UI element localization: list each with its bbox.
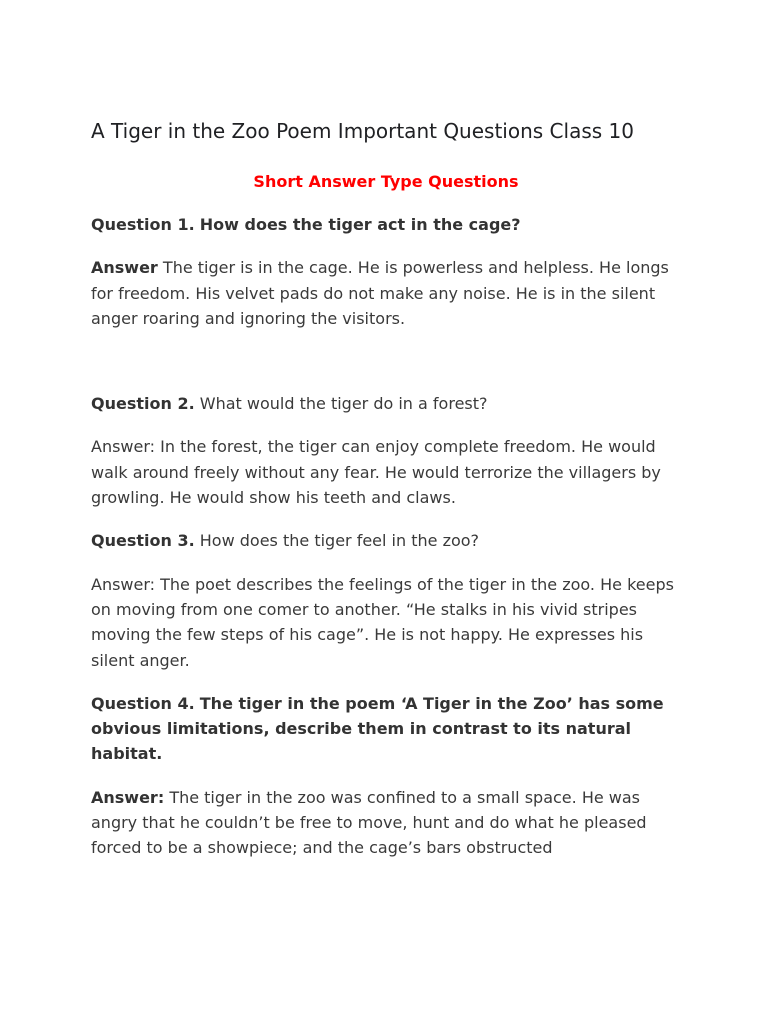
section-heading: Short Answer Type Questions: [253, 172, 519, 191]
answer-2-label: Answer:: [91, 437, 156, 457]
answer-4-label: Answer:: [91, 787, 165, 807]
answer-4: [91, 785, 681, 861]
question-2: [91, 391, 681, 416]
answer-3: [91, 572, 681, 673]
question-1-text: How does the tiger act in the cage?: [199, 215, 521, 234]
answer-1-label: Answer: [91, 258, 158, 278]
question-3-label: Question 3.: [91, 531, 195, 551]
answer-3-text: The poet describes the feelings of the tiger in the zoo. He keeps on moving from one comer to another. “He stalks in his vivid stripes moving the few steps of his cage”. He is not happy. He expresses his silent anger.: [91, 574, 674, 670]
question-1: [91, 212, 681, 237]
question-2-text: What would the tiger do in a forest?: [199, 394, 488, 414]
document-page: [91, 118, 681, 879]
question-3: [91, 528, 681, 553]
question-1-label: Question 1.: [91, 215, 195, 234]
answer-1-text: The tiger is in the cage. He is powerless and helpless. He longs for freedom. His velvet pads do not make any noise. He is in the silent anger roaring and ignoring the visitors.: [91, 258, 669, 328]
question-4-text: The tiger in the poem ‘A Tiger in the Zoo’ has some obvious limitations, describe them in contrast to its natural habitat.: [91, 693, 664, 764]
answer-1: [91, 255, 681, 331]
question-4-label: Question 4.: [91, 693, 195, 713]
spacer: [91, 349, 681, 391]
answer-2: [91, 434, 681, 510]
document-title: A Tiger in the Zoo Poem Important Questions Class 10: [91, 119, 634, 143]
answer-3-label: Answer:: [91, 574, 156, 594]
answer-2-text: In the forest, the tiger can enjoy complete freedom. He would walk around freely without any fear. He would terrorize the villagers by growling. He would show his teeth and claws.: [91, 437, 661, 508]
question-2-label: Question 2.: [91, 394, 195, 414]
answer-4-text: The tiger in the zoo was confined to a small space. He was angry that he couldn’t be free to move, hunt and do what he pleased forced to be a showpiece; and the cage’s bars obstructed: [91, 787, 647, 858]
question-3-text: How does the tiger feel in the zoo?: [199, 531, 480, 551]
question-4: [91, 691, 681, 767]
